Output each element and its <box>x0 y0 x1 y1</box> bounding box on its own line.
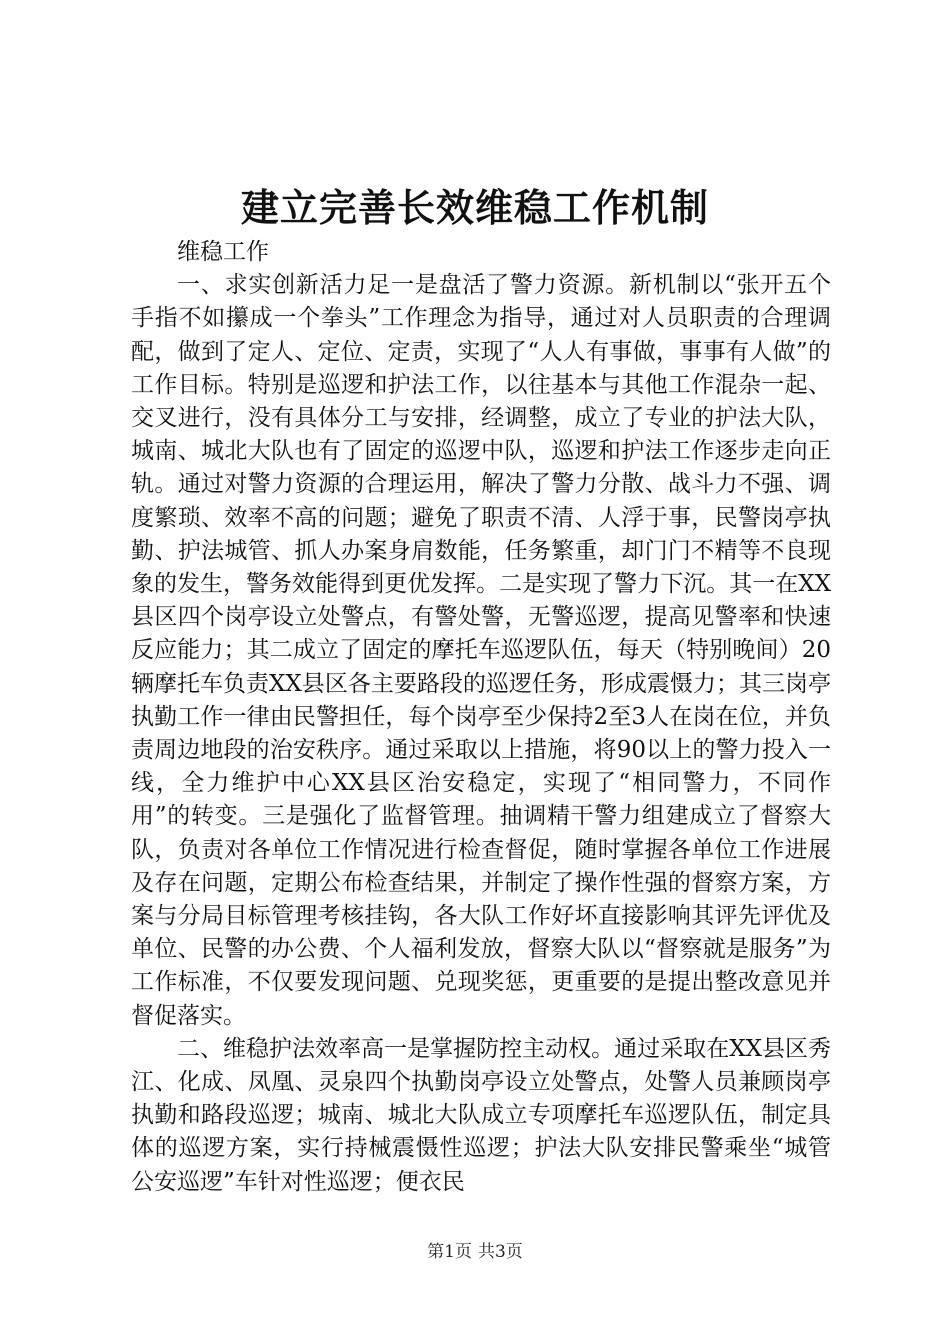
page-number: 第1页 <box>427 1242 472 1262</box>
paragraph-section-2: 二、维稳护法效率高一是掌握防控主动权。通过采取在XX县区秀江、化成、凤凰、灵泉四个执勤岗亭设立处警点，处警人员兼顾岗亭执勤和路段巡逻；城南、城北大队成立专项摩托车巡逻队伍，制定具体的巡逻方案，实行持械震慑性巡逻；护法大队安排民警乘坐“城管公安巡逻”车针对性巡逻；便衣民 <box>131 1035 831 1195</box>
paragraph-subtitle: 维稳工作 <box>177 239 269 265</box>
page-footer <box>0 1240 950 1264</box>
page-total: 共3页 <box>478 1242 523 1262</box>
document-body <box>131 236 831 1199</box>
document-title: 建立完善长效维稳工作机制 <box>240 185 709 230</box>
paragraph-section-1: 一、求实创新活力足一是盘活了警力资源。新机制以“张开五个手指不如攥成一个拳头”工作理念为指导，通过对人员职责的合理调配，做到了定人、定位、定责，实现了“人人有事做，事事有人做”的工作目标。特别是巡逻和护法工作，以往基本与其他工作混杂一起、交叉进行，没有具体分工与安排，经调整，成立了专业的护法大队，城南、城北大队也有了固定的巡逻中队，巡逻和护法工作逐步走向正轨。通过对警力资源的合理运用，解决了警力分散、战斗力不强、调度繁琐、效率不高的问题；避免了职责不清、人浮于事，民警岗亭执勤、护法城管、抓人办案身肩数能，任务繁重，却门门不精等不良现象的发生，警务效能得到更优发挥。二是实现了警力下沉。其一在XX县区四个岗亭设立处警点，有警处警，无警巡逻，提高见警率和快速反应能力；其二成立了固定的摩托车巡逻队伍，每天（特别晚间）20辆摩托车负责XX县区各主要路段的巡逻任务，形成震慑力；其三岗亭执勤工作一律由民警担任，每个岗亭至少保持2至3人在岗在位，并负责周边地段的治安秩序。通过采取以上措施，将90以上的警力投入一线，全力维护中心XX县区治安稳定，实现了“相同警力，不同作用”的转变。三是强化了监督管理。抽调精干警力组建成立了督察大队，负责对各单位工作情况进行检查督促，随时掌握各单位工作进展及存在问题，定期公布检查结果，并制定了操作性强的督察方案，方案与分局目标管理考核挂钩，各大队工作好坏直接影响其评先评优及单位、民警的办公费、个人福利发放，督察大队以“督察就是服务”为工作标准，不仅要发现问题、兑现奖惩，更重要的是提出整改意见并督促落实。 <box>131 272 831 1029</box>
